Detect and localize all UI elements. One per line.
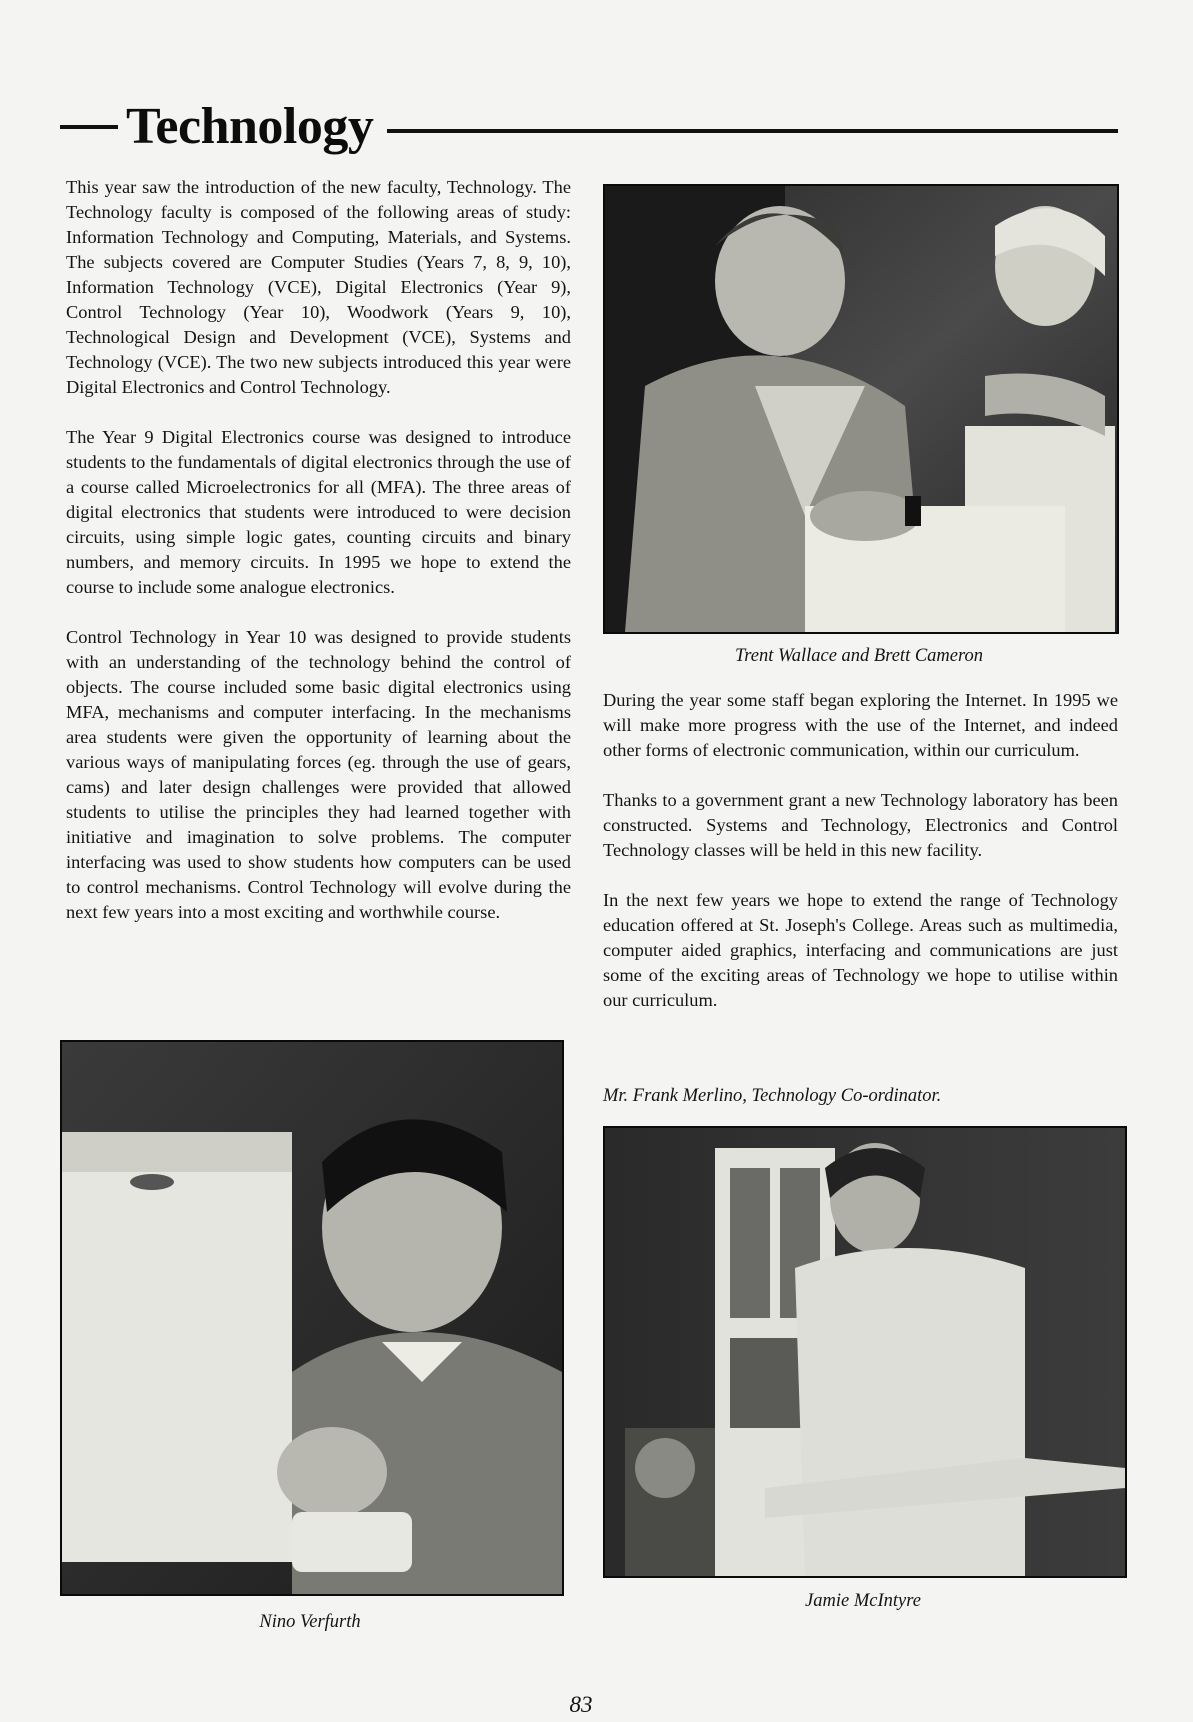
photo-student-woodwork xyxy=(603,1126,1127,1578)
page-heading xyxy=(60,92,1118,162)
paragraph-future: In the next few years we hope to extend the range of Technology education offered at St. Joseph's College. Areas such as multimedia, computer aided graphics, interfacing and communications are just some of the exciting areas of Technology we hope to utilise within our curriculum. xyxy=(603,890,1118,1010)
caption-bottom-right: Jamie McIntyre xyxy=(805,1591,921,1611)
photo-students-workbench xyxy=(603,184,1119,634)
page-number: 83 xyxy=(569,1692,593,1717)
page-title: Technology xyxy=(126,98,374,155)
left-column xyxy=(66,175,571,950)
heading-dash xyxy=(60,125,118,129)
paragraph-digital-electronics: The Year 9 Digital Electronics course was designed to introduce students to the fundamentals of digital electronics through the use of a course called Microelectronics for all (MFA). The three areas of digital electronics that students were introduced to were decision circuits, using simple logic gates, counting circuits and binary numbers, and memory circuits. In 1995 we hope to extend the course to include some analogue electronics. xyxy=(66,427,571,597)
heading-rule xyxy=(387,129,1118,133)
author-signature: Mr. Frank Merlino, Technology Co-ordinator. xyxy=(603,1086,942,1106)
right-column xyxy=(603,688,1118,1038)
paragraph-laboratory: Thanks to a government grant a new Technology laboratory has been constructed. Systems and Technology, Electronics and Control Technology classes will be held in this new facility. xyxy=(603,790,1118,860)
paragraph-control-technology: Control Technology in Year 10 was designed to provide students with an understanding of the technology behind the control of objects. The course included some basic digital electronics using MFA, mechanisms and computer interfacing. In the mechanisms area students were given the opportunity of learning about the various ways of manipulating forces (eg. through the use of gears, cams) and later design challenges were provided that allowed students to utilise the principles they had learned together with initiative and imagination to solve problems. The computer interfacing was used to show students how computers can be used to control mechanisms. Control Technology will evolve during the next few years into a most exciting and worthwhile course. xyxy=(66,627,571,922)
paragraph-internet: During the year some staff began exploring the Internet. In 1995 we will make more progress with the use of the Internet, and indeed other forms of electronic communication, within our curriculum. xyxy=(603,690,1118,760)
caption-bottom-left: Nino Verfurth xyxy=(259,1612,361,1632)
paragraph-intro: This year saw the introduction of the new faculty, Technology. The Technology faculty is composed of the following areas of study: Information Technology and Computing, Materials, and Systems. The subjects covered are Computer Studies (Years 7, 8, 9, 10), Information Technology (VCE), Digital Electronics (Year 9), Control Technology (Year 10), Woodwork (Years 9, 10), Technological Design and Development (VCE), Systems and Technology (VCE). The two new subjects introduced this year were Digital Electronics and Control Technology. xyxy=(66,177,571,397)
caption-top-right: Trent Wallace and Brett Cameron xyxy=(734,646,984,666)
photo-student-computer xyxy=(60,1040,564,1596)
